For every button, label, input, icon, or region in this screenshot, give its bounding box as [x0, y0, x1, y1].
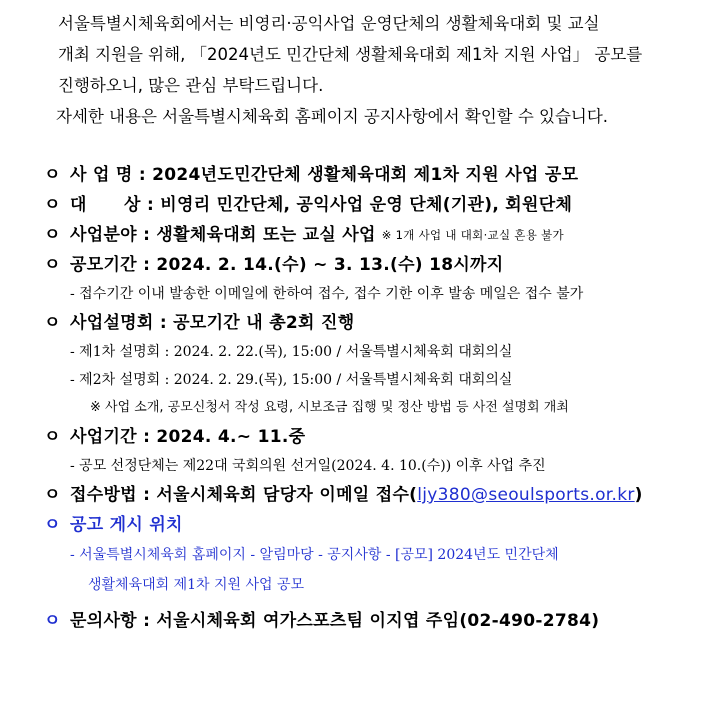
intro-line-2: 개최 지원을 위해, 「2024년도 민간단체 생활체육대회 제1차 지원 사업」 공모를 — [58, 45, 643, 64]
period-text: 공모기간 : 2024. 2. 14.(수) ~ 3. 13.(수) 18시까지 — [70, 255, 504, 275]
bullet-icon: ㅇ — [44, 195, 61, 215]
briefing-sub-1: - 제1차 설명회 : 2024. 2. 22.(목), 15:00 / 서울특별시체육회 대회의실 — [70, 344, 513, 360]
intro-line-1: 서울특별시체육회에서는 비영리·공익사업 운영단체의 생활체육대회 및 교실 — [58, 14, 600, 33]
posting-sub — [44, 540, 716, 600]
bullet-icon: ㅇ — [44, 165, 61, 185]
list-item-inquiry — [44, 606, 716, 636]
list-item-submission — [44, 480, 716, 510]
bullet-icon: ㅇ — [44, 485, 61, 505]
list-item-project-period — [44, 422, 716, 452]
business-name-text: 사 업 명 : 2024년도민간단체 생활체육대회 제1차 지원 사업 공모 — [70, 165, 579, 185]
field-note: ※ 1개 사업 내 대회·교실 혼용 불가 — [381, 228, 564, 242]
period-sub: - 접수기간 이내 발송한 이메일에 한하여 접수, 접수 기한 이후 발송 메일은 접수 불가 — [70, 286, 584, 302]
briefing-note: ※ 사업 소개, 공모신청서 작성 요령, 시보조금 집행 및 정산 방법 등 사전 설명회 개최 — [90, 400, 569, 415]
bullet-icon: ㅇ — [44, 255, 61, 275]
bullet-icon: ㅇ — [44, 313, 61, 333]
inquiry-text: 문의사항 : 서울시체육회 여가스포츠팀 이지엽 주임(02-490-2784) — [70, 611, 600, 631]
intro-line-3: 진행하오니, 많은 관심 부탁드립니다. — [58, 76, 324, 95]
notice-list — [44, 160, 716, 636]
intro-line-4: 자세한 내용은 서울특별시체육회 홈페이지 공지사항에서 확인할 수 있습니다. — [56, 107, 609, 126]
bullet-icon: ㅇ — [44, 515, 61, 535]
list-item-business-name — [44, 160, 716, 190]
list-item-briefing — [44, 308, 716, 338]
bullet-icon: ㅇ — [44, 427, 61, 447]
submission-end: ) — [634, 485, 643, 505]
briefing-sub-2: - 제2차 설명회 : 2024. 2. 29.(목), 15:00 / 서울특별시체육회 대회의실 — [70, 372, 513, 388]
submission-text: 접수방법 : 서울시체육회 담당자 이메일 접수( — [70, 485, 418, 505]
briefing-text: 사업설명회 : 공모기간 내 총2회 진행 — [70, 313, 355, 333]
submission-email-link[interactable]: ljy380@seoulsports.or.kr — [417, 485, 635, 505]
field-text: 사업분야 : 생활체육대회 또는 교실 사업 — [70, 225, 376, 245]
list-item-posting — [44, 510, 716, 540]
posting-text: 공고 게시 위치 — [70, 515, 183, 535]
intro-paragraph — [58, 8, 708, 132]
project-period-text: 사업기간 : 2024. 4.~ 11.중 — [70, 427, 306, 447]
list-item-field — [44, 220, 716, 250]
list-item-target — [44, 190, 716, 220]
target-text: 대 상 : 비영리 민간단체, 공익사업 운영 단체(기관), 회원단체 — [70, 195, 573, 215]
posting-sub-2[interactable]: 생활체육대회 제1차 지원 사업 공모 — [88, 577, 305, 593]
project-period-sub: - 공모 선정단체는 제22대 국회의원 선거일(2024. 4. 10.(수)) 이후 사업 추진 — [70, 458, 546, 474]
bullet-icon: ㅇ — [44, 225, 61, 245]
bullet-icon: ㅇ — [44, 611, 61, 631]
list-item-period — [44, 250, 716, 280]
posting-sub-1[interactable]: - 서울특별시체육회 홈페이지 - 알림마당 - 공지사항 - [공모] 2024년도 민간단체 — [70, 547, 559, 563]
